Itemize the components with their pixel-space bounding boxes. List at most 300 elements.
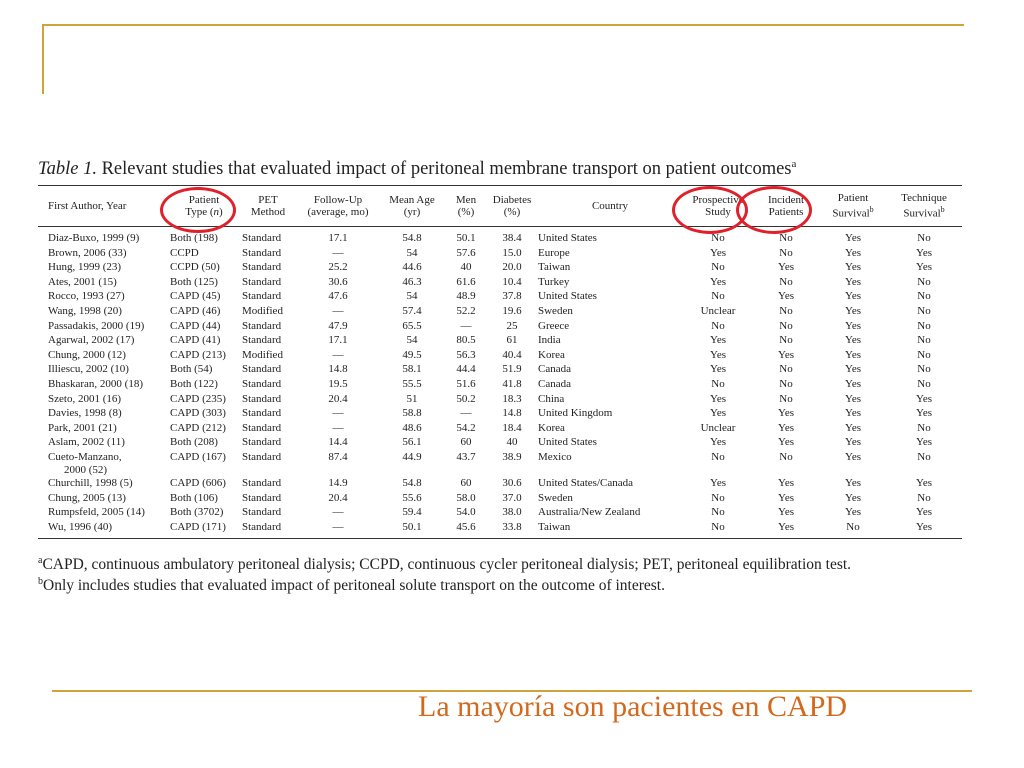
cell-author: Churchill, 1998 (5) bbox=[48, 476, 133, 489]
cell-diabetes: 61 bbox=[506, 334, 518, 347]
cell-diabetes: 18.4 bbox=[502, 421, 522, 434]
cell-diabetes: 20.0 bbox=[502, 261, 522, 274]
table-row bbox=[38, 477, 962, 492]
cell-follow-up: 87.4 bbox=[328, 450, 348, 463]
cell-patient-type: Both (3702) bbox=[170, 506, 224, 519]
cell-country: Turkey bbox=[538, 275, 570, 288]
cell-author: Diaz-Buxo, 1999 (9) bbox=[48, 232, 140, 244]
header-men bbox=[444, 186, 488, 227]
cell-follow-up: — bbox=[296, 521, 380, 539]
header-surv-line2: Survival bbox=[832, 207, 870, 220]
cell-pet-method: Standard bbox=[242, 476, 282, 489]
cell-patient-survival: Yes bbox=[844, 275, 861, 288]
cell-pet-method: Standard bbox=[242, 436, 282, 449]
cell-mean-age: 58.8 bbox=[402, 407, 422, 420]
footnote-a-mark: a bbox=[38, 555, 43, 566]
cell-follow-up: — bbox=[332, 506, 344, 519]
cell-country: Sweden bbox=[538, 491, 573, 504]
cell-country: Europe bbox=[538, 246, 570, 259]
cell-diabetes: 41.8 bbox=[502, 377, 522, 390]
cell-pet-method: Standard bbox=[242, 421, 282, 434]
cell-technique-survival: No bbox=[917, 421, 931, 434]
cell-diabetes: 33.8 bbox=[488, 521, 536, 539]
cell-patient-survival: Yes bbox=[844, 334, 861, 347]
cell-patient-survival: Yes bbox=[844, 377, 861, 390]
cell-technique-survival: No bbox=[917, 275, 931, 288]
cell-technique-survival: No bbox=[917, 290, 931, 303]
cell-men: — bbox=[460, 407, 472, 420]
cell-mean-age: 48.6 bbox=[402, 421, 422, 434]
table-footnotes bbox=[38, 552, 968, 594]
header-inc-line2: Patients bbox=[768, 206, 804, 218]
cell-men: 45.6 bbox=[444, 521, 488, 539]
cell-author: Davies, 1998 (8) bbox=[48, 407, 122, 420]
cell-pet-method: Modified bbox=[242, 348, 283, 361]
cell-mean-age: 50.1 bbox=[380, 521, 444, 539]
cell-prospective: No bbox=[711, 319, 725, 332]
header-inc-line1: Incident bbox=[767, 194, 805, 206]
cell-country: United States bbox=[538, 290, 597, 303]
cell-diabetes: 38.4 bbox=[502, 232, 522, 244]
author-line1: Cueto-Manzano, bbox=[48, 450, 122, 463]
cell-prospective: Unclear bbox=[700, 421, 736, 434]
top-accent-line bbox=[42, 24, 964, 26]
cell-pet-method: Standard bbox=[242, 246, 282, 259]
cell-mean-age: 59.4 bbox=[402, 506, 422, 519]
cell-follow-up: 47.6 bbox=[328, 290, 348, 303]
table-row bbox=[38, 506, 962, 521]
cell-follow-up: — bbox=[332, 407, 344, 420]
cell-mean-age: 57.4 bbox=[402, 304, 422, 317]
caption-footnote-mark: a bbox=[791, 158, 797, 170]
cell-incident: Yes bbox=[777, 348, 794, 361]
cell-patient-survival: Yes bbox=[844, 421, 861, 434]
cell-technique-survival: No bbox=[917, 304, 931, 317]
cell-country: Korea bbox=[538, 421, 565, 434]
cell-men: 61.6 bbox=[456, 275, 476, 288]
cell-author: Chung, 2005 (13) bbox=[48, 491, 126, 504]
cell-diabetes: 18.3 bbox=[502, 392, 522, 405]
cell-author: Bhaskaran, 2000 (18) bbox=[48, 377, 144, 390]
cell-author: Ates, 2001 (15) bbox=[48, 275, 117, 288]
cell-prospective: No bbox=[711, 290, 725, 303]
slide-note: La mayoría son pacientes en CAPD bbox=[418, 690, 848, 723]
cell-patient-type: CAPD (213) bbox=[170, 348, 226, 361]
cell-men: 51.6 bbox=[456, 377, 476, 390]
cell-patient-survival: Yes bbox=[844, 261, 861, 274]
cell-country: China bbox=[538, 392, 565, 405]
header-tech-line2: Survival bbox=[903, 207, 941, 220]
header-prosp-line1: Prospective bbox=[692, 194, 744, 206]
cell-patient-type: CAPD (171) bbox=[168, 521, 240, 539]
cell-diabetes: 30.6 bbox=[502, 476, 522, 489]
cell-pet-method: Standard bbox=[242, 363, 282, 376]
cell-mean-age: 44.9 bbox=[402, 450, 422, 463]
cell-country: India bbox=[538, 334, 561, 347]
cell-follow-up: — bbox=[332, 421, 344, 434]
cell-mean-age: 54 bbox=[406, 290, 418, 303]
cell-patient-type: CAPD (235) bbox=[170, 392, 226, 405]
cell-technique-survival: Yes bbox=[915, 506, 932, 519]
table-row bbox=[38, 261, 962, 276]
cell-patient-type: Both (208) bbox=[170, 436, 218, 449]
table-row bbox=[38, 363, 962, 378]
cell-country: Greece bbox=[538, 319, 570, 332]
cell-prospective: Yes bbox=[709, 363, 726, 376]
cell-follow-up: 30.6 bbox=[328, 275, 348, 288]
cell-mean-age: 54.8 bbox=[402, 476, 422, 489]
cell-author: Rumpsfeld, 2005 (14) bbox=[48, 506, 145, 519]
cell-men: 56.3 bbox=[456, 348, 476, 361]
cell-incident: No bbox=[779, 334, 793, 347]
cell-incident: Yes bbox=[777, 421, 794, 434]
header-technique-survival bbox=[886, 186, 962, 227]
cell-follow-up: — bbox=[332, 304, 344, 317]
cell-author: Passadakis, 2000 (19) bbox=[48, 319, 145, 332]
table-row bbox=[38, 492, 962, 507]
cell-prospective: No bbox=[711, 377, 725, 390]
highlight-circle-patient-type bbox=[160, 187, 236, 233]
table-row bbox=[38, 422, 962, 437]
cell-men: 80.5 bbox=[456, 334, 476, 347]
cell-patient-type: CCPD bbox=[170, 246, 199, 259]
cell-country: Australia/New Zealand bbox=[538, 506, 641, 519]
cell-patient-type: CAPD (606) bbox=[170, 476, 226, 489]
cell-prospective: Yes bbox=[709, 246, 726, 259]
cell-patient-survival: Yes bbox=[844, 290, 861, 303]
cell-mean-age: 49.5 bbox=[402, 348, 422, 361]
header-type-n: n bbox=[213, 206, 220, 218]
header-age-line2: (yr) bbox=[403, 206, 421, 218]
cell-incident: Yes bbox=[777, 491, 794, 504]
table-body bbox=[38, 227, 962, 539]
cell-patient-type: CAPD (45) bbox=[170, 290, 221, 303]
cell-men: 54.0 bbox=[456, 506, 476, 519]
footnote-a-text: CAPD, continuous ambulatory peritoneal dialysis; CCPD, continuous cycler peritoneal dialysis; PET, peritoneal equilibration test. bbox=[42, 556, 852, 574]
footnote-b-text: Only includes studies that evaluated impact of peritoneal solute transport on the outcome of interest. bbox=[43, 577, 665, 595]
cell-mean-age: 55.5 bbox=[402, 377, 422, 390]
cell-incident: Yes bbox=[777, 261, 794, 274]
cell-patient-survival: Yes bbox=[844, 348, 861, 361]
cell-follow-up: 14.9 bbox=[328, 476, 348, 489]
footnote-a bbox=[38, 552, 968, 573]
studies-table bbox=[38, 185, 962, 539]
cell-men: 60 bbox=[460, 476, 472, 489]
cell-prospective: Yes bbox=[709, 436, 726, 449]
table-row bbox=[38, 521, 962, 539]
cell-technique-survival: No bbox=[917, 348, 931, 361]
cell-follow-up: 14.4 bbox=[328, 436, 348, 449]
cell-incident: No bbox=[779, 246, 793, 259]
cell-author: Wang, 1998 (20) bbox=[48, 304, 122, 317]
cell-incident: Yes bbox=[777, 436, 794, 449]
cell-patient-survival: Yes bbox=[844, 232, 861, 244]
cell-country: Mexico bbox=[538, 450, 572, 463]
table-row bbox=[38, 227, 962, 247]
cell-prospective: No bbox=[711, 261, 725, 274]
cell-prospective: No bbox=[684, 521, 752, 539]
header-surv-line1: Patient bbox=[837, 192, 869, 205]
cell-incident: Yes bbox=[777, 506, 794, 519]
cell-follow-up: 14.8 bbox=[328, 363, 348, 376]
cell-author: Illiescu, 2002 (10) bbox=[48, 363, 129, 376]
cell-mean-age: 54.8 bbox=[402, 232, 422, 244]
cell-pet-method: Standard bbox=[242, 377, 282, 390]
cell-pet-method: Standard bbox=[240, 521, 296, 539]
cell-patient-survival: Yes bbox=[844, 506, 861, 519]
cell-author: Hung, 1999 (23) bbox=[48, 261, 122, 274]
table-caption-text: Relevant studies that evaluated impact of peritoneal membrane transport on patient outcomes bbox=[101, 159, 792, 180]
cell-country: Taiwan bbox=[536, 521, 684, 539]
cell-men: 54.2 bbox=[456, 421, 476, 434]
cell-mean-age: 51 bbox=[406, 392, 418, 405]
cell-diabetes: 37.8 bbox=[502, 290, 522, 303]
cell-country: Taiwan bbox=[538, 261, 571, 274]
cell-patient-type: CAPD (212) bbox=[170, 421, 226, 434]
cell-patient-type: Both (125) bbox=[170, 275, 218, 288]
cell-prospective: No bbox=[711, 506, 725, 519]
cell-diabetes: 15.0 bbox=[502, 246, 522, 259]
cell-prospective: Yes bbox=[709, 392, 726, 405]
header-type-close: ) bbox=[219, 206, 223, 218]
cell-diabetes: 40 bbox=[506, 436, 518, 449]
header-follow-up bbox=[296, 186, 380, 227]
cell-patient-survival: Yes bbox=[844, 491, 861, 504]
cell-incident: No bbox=[779, 363, 793, 376]
header-diabetes bbox=[488, 186, 536, 227]
cell-patient-type: Both (54) bbox=[170, 363, 213, 376]
cell-follow-up: 25.2 bbox=[328, 261, 348, 274]
cell-prospective: Yes bbox=[709, 476, 726, 489]
cell-men: 50.2 bbox=[456, 392, 476, 405]
cell-men: — bbox=[460, 319, 472, 332]
cell-incident: Yes bbox=[777, 407, 794, 420]
cell-men: 50.1 bbox=[456, 232, 476, 244]
cell-mean-age: 56.1 bbox=[402, 436, 422, 449]
cell-diabetes: 38.0 bbox=[502, 506, 522, 519]
cell-pet-method: Standard bbox=[242, 450, 282, 463]
table-row bbox=[38, 334, 962, 349]
cell-patient-type: CAPD (41) bbox=[170, 334, 221, 347]
cell-patient-type: Both (198) bbox=[170, 232, 218, 244]
cell-incident: No bbox=[779, 304, 793, 317]
cell-mean-age: 65.5 bbox=[402, 319, 422, 332]
cell-patient-type: CAPD (167) bbox=[170, 450, 226, 463]
cell-pet-method: Standard bbox=[242, 275, 282, 288]
cell-technique-survival: No bbox=[917, 450, 931, 463]
cell-country: United States bbox=[538, 436, 597, 449]
cell-technique-survival: No bbox=[917, 377, 931, 390]
cell-technique-survival: Yes bbox=[915, 476, 932, 489]
cell-technique-survival: No bbox=[917, 334, 931, 347]
cell-pet-method: Standard bbox=[242, 290, 282, 303]
header-men-line1: Men bbox=[455, 194, 477, 206]
cell-men: 40 bbox=[460, 261, 472, 274]
cell-patient-survival: Yes bbox=[844, 450, 861, 463]
cell-incident: No bbox=[779, 450, 793, 463]
cell-mean-age: 54 bbox=[406, 334, 418, 347]
table-row bbox=[38, 349, 962, 364]
cell-technique-survival: No bbox=[917, 363, 931, 376]
cell-men: 58.0 bbox=[456, 491, 476, 504]
cell-men: 60 bbox=[460, 436, 472, 449]
table-row bbox=[38, 378, 962, 393]
cell-pet-method: Standard bbox=[242, 392, 282, 405]
cell-patient-type: Both (122) bbox=[170, 377, 218, 390]
header-tech-line1: Technique bbox=[901, 192, 947, 205]
cell-incident: Yes bbox=[752, 521, 820, 539]
cell-technique-survival: No bbox=[917, 319, 931, 332]
table-row bbox=[38, 247, 962, 262]
cell-pet-method: Standard bbox=[242, 261, 282, 274]
author-line2: 2000 (52) bbox=[64, 463, 108, 476]
cell-incident: No bbox=[779, 232, 793, 244]
cell-pet-method: Modified bbox=[242, 304, 283, 317]
cell-pet-method: Standard bbox=[242, 319, 282, 332]
cell-prospective: Yes bbox=[709, 407, 726, 420]
header-pet-line2: Method bbox=[250, 206, 286, 218]
table-row bbox=[38, 451, 962, 477]
cell-follow-up: 47.9 bbox=[328, 319, 348, 332]
cell-patient-survival: Yes bbox=[844, 436, 861, 449]
cell-patient-type: CCPD (50) bbox=[170, 261, 220, 274]
cell-follow-up: 17.1 bbox=[328, 232, 348, 244]
header-follow-line1: Follow-Up bbox=[313, 194, 363, 206]
cell-patient-survival: Yes bbox=[844, 304, 861, 317]
highlight-circle-incident-patients bbox=[736, 186, 812, 234]
cell-prospective: Yes bbox=[709, 348, 726, 361]
table-row bbox=[38, 320, 962, 335]
cell-technique-survival: Yes bbox=[915, 392, 932, 405]
header-pet-line1: PET bbox=[258, 194, 278, 206]
header-patient-survival bbox=[820, 186, 886, 227]
cell-follow-up: — bbox=[332, 246, 344, 259]
cell-technique-survival: Yes bbox=[915, 246, 932, 259]
header-pet-method bbox=[240, 186, 296, 227]
header-country: Country bbox=[536, 186, 684, 227]
cell-patient-survival: No bbox=[820, 521, 886, 539]
cell-follow-up: 20.4 bbox=[328, 392, 348, 405]
studies-table-container bbox=[38, 185, 962, 539]
header-patient-line1: Patient bbox=[188, 194, 220, 206]
cell-prospective: Yes bbox=[709, 334, 726, 347]
cell-diabetes: 37.0 bbox=[502, 491, 522, 504]
cell-men: 48.9 bbox=[456, 290, 476, 303]
cell-pet-method: Standard bbox=[242, 232, 282, 244]
cell-technique-survival: No bbox=[917, 232, 931, 244]
cell-technique-survival: Yes bbox=[915, 261, 932, 274]
cell-prospective: Unclear bbox=[700, 304, 736, 317]
cell-men: 44.4 bbox=[456, 363, 476, 376]
cell-diabetes: 38.9 bbox=[502, 450, 522, 463]
table-row bbox=[38, 393, 962, 408]
header-type-label: Type ( bbox=[185, 206, 214, 218]
cell-author: Rocco, 1993 (27) bbox=[48, 290, 125, 303]
cell-mean-age: 58.1 bbox=[402, 363, 422, 376]
header-follow-line2: (average, mo) bbox=[307, 206, 369, 218]
cell-author: Chung, 2000 (12) bbox=[48, 348, 126, 361]
cell-prospective: No bbox=[711, 232, 725, 244]
cell-diabetes: 19.6 bbox=[502, 304, 522, 317]
cell-mean-age: 55.6 bbox=[402, 491, 422, 504]
cell-author: Park, 2001 (21) bbox=[48, 421, 117, 434]
cell-follow-up: 19.5 bbox=[328, 377, 348, 390]
cell-technique-survival: Yes bbox=[886, 521, 962, 539]
cell-country: Canada bbox=[538, 363, 571, 376]
cell-incident: No bbox=[779, 392, 793, 405]
cell-men: 52.2 bbox=[456, 304, 476, 317]
cell-country: United States/Canada bbox=[538, 476, 634, 489]
cell-mean-age: 54 bbox=[406, 246, 418, 259]
cell-author: Wu, 1996 (40) bbox=[38, 521, 168, 539]
cell-patient-type: CAPD (303) bbox=[170, 407, 226, 420]
cell-men: 57.6 bbox=[456, 246, 476, 259]
header-age-line1: Mean Age bbox=[389, 194, 435, 206]
cell-patient-survival: Yes bbox=[844, 407, 861, 420]
cell-incident: No bbox=[779, 275, 793, 288]
cell-diabetes: 51.9 bbox=[502, 363, 522, 376]
header-surv-sup: b bbox=[869, 205, 874, 215]
cell-author: Agarwal, 2002 (17) bbox=[48, 334, 135, 347]
table-row bbox=[38, 407, 962, 422]
cell-incident: No bbox=[779, 319, 793, 332]
footnote-b bbox=[38, 573, 968, 594]
cell-pet-method: Standard bbox=[242, 407, 282, 420]
cell-author: Brown, 2006 (33) bbox=[48, 246, 127, 259]
cell-mean-age: 44.6 bbox=[402, 261, 422, 274]
cell-patient-survival: Yes bbox=[844, 363, 861, 376]
table-row bbox=[38, 290, 962, 305]
footnote-b-mark: b bbox=[38, 576, 43, 588]
header-mean-age bbox=[380, 186, 444, 227]
cell-author bbox=[38, 451, 168, 477]
cell-patient-type: CAPD (44) bbox=[170, 319, 221, 332]
cell-patient-survival: Yes bbox=[844, 246, 861, 259]
cell-follow-up: — bbox=[332, 348, 344, 361]
header-diab-line1: Diabetes bbox=[492, 194, 532, 206]
cell-pet-method: Standard bbox=[242, 491, 282, 504]
cell-diabetes: 14.8 bbox=[502, 407, 522, 420]
cell-mean-age: 46.3 bbox=[402, 275, 422, 288]
cell-author: Aslam, 2002 (11) bbox=[48, 436, 125, 449]
header-tech-sup: b bbox=[940, 205, 945, 215]
cell-country: United Kingdom bbox=[538, 407, 613, 420]
cell-country: United States bbox=[538, 232, 597, 244]
cell-country: Sweden bbox=[538, 304, 573, 317]
cell-country: Korea bbox=[538, 348, 565, 361]
cell-pet-method: Standard bbox=[242, 506, 282, 519]
cell-pet-method: Standard bbox=[242, 334, 282, 347]
cell-prospective: Yes bbox=[709, 275, 726, 288]
header-diab-line2: (%) bbox=[503, 206, 521, 218]
table-row bbox=[38, 305, 962, 320]
left-accent-line bbox=[42, 24, 44, 94]
cell-patient-type: Both (106) bbox=[170, 491, 218, 504]
table-caption bbox=[38, 158, 796, 180]
cell-technique-survival: Yes bbox=[915, 407, 932, 420]
cell-follow-up: 17.1 bbox=[328, 334, 348, 347]
cell-incident: Yes bbox=[777, 476, 794, 489]
cell-country: Canada bbox=[538, 377, 571, 390]
cell-men: 43.7 bbox=[456, 450, 476, 463]
cell-author: Szeto, 2001 (16) bbox=[48, 392, 122, 405]
cell-diabetes: 40.4 bbox=[502, 348, 522, 361]
cell-patient-type: CAPD (46) bbox=[170, 304, 221, 317]
cell-follow-up: 20.4 bbox=[328, 491, 348, 504]
table-row bbox=[38, 436, 962, 451]
cell-incident: No bbox=[779, 377, 793, 390]
cell-patient-survival: Yes bbox=[844, 392, 861, 405]
